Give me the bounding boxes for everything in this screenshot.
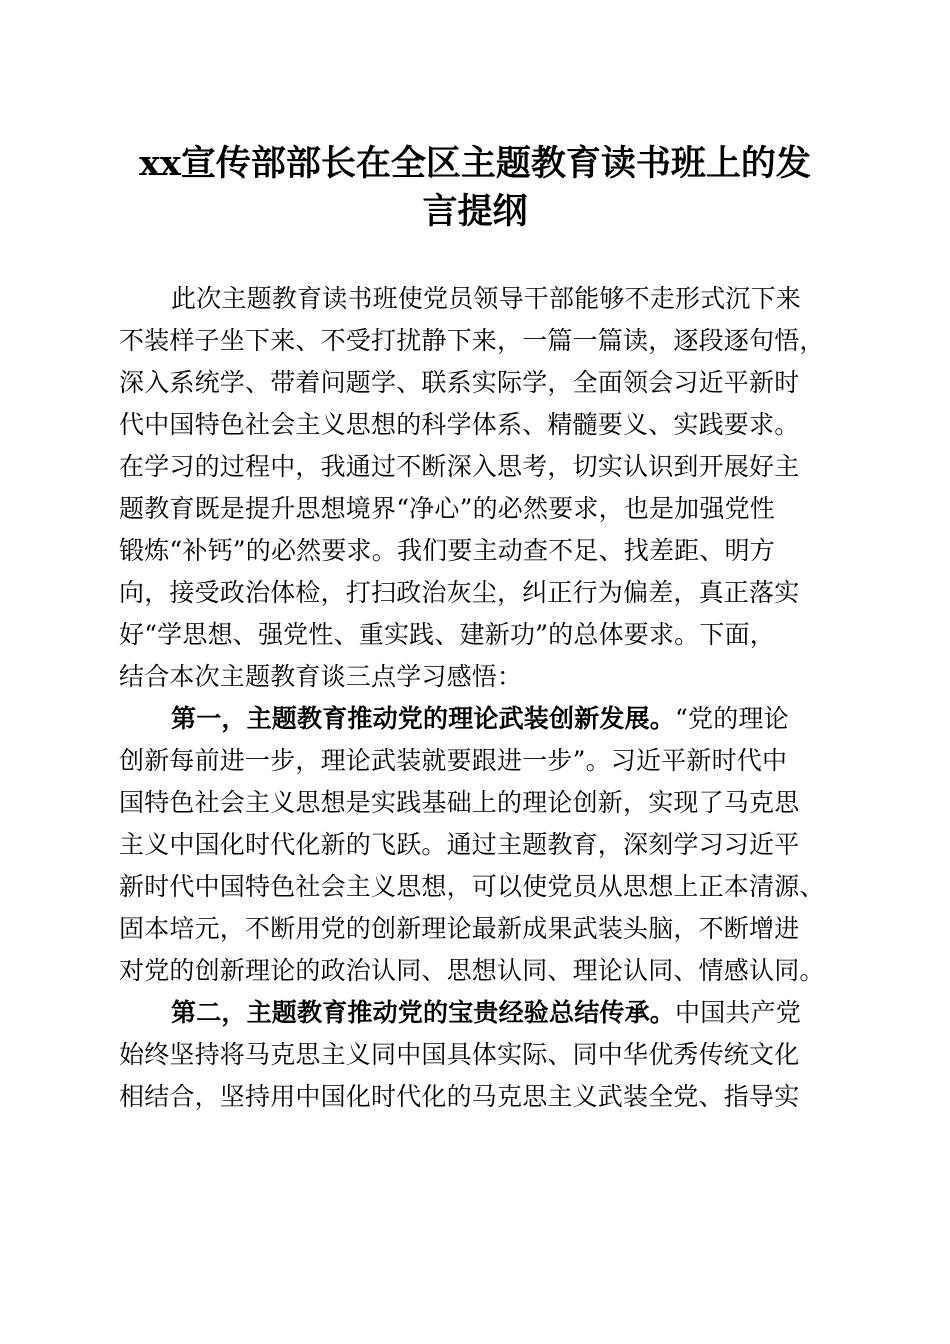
text-fragment: 中国共产党 bbox=[675, 998, 802, 1027]
intro-paragraph bbox=[119, 278, 831, 698]
text-line: 好“学思想、强党性、重实践、建新功”的总体要求。下面， bbox=[119, 620, 775, 649]
text-line: 相结合，坚持用中国化时代化的马克思主义武装全党、指导实 bbox=[119, 1082, 800, 1111]
text-line: 创新每前进一步，理论武装就要跟进一步”。习近平新时代中 bbox=[119, 746, 788, 775]
text-line: 新时代中国特色社会主义思想，可以使党员从思想上正本清源、 bbox=[119, 872, 825, 901]
text-line: 始终坚持将马克思主义同中国具体实际、同中华优秀传统文化 bbox=[119, 1040, 800, 1069]
text-line: 锻炼“补钙”的必然要求。我们要主动查不足、找差距、明方 bbox=[119, 536, 775, 565]
text-line: 此次主题教育读书班使党员领导干部能够不走形式沉下来 bbox=[171, 284, 802, 313]
point-two-heading: 第二，主题教育推动党的宝贵经验总结传承。 bbox=[171, 998, 676, 1027]
text-line: 深入系统学、带着问题学、联系实际学，全面领会习近平新时 bbox=[119, 368, 800, 397]
text-line bbox=[119, 698, 831, 740]
text-line bbox=[119, 992, 831, 1034]
text-line: 代中国特色社会主义思想的科学体系、精髓要义、实践要求。 bbox=[119, 410, 800, 439]
text-fragment: “党的理论 bbox=[675, 704, 789, 733]
point-two-paragraph bbox=[119, 992, 831, 1118]
text-line: 主义中国化时代化新的飞跃。通过主题教育，深刻学习习近平 bbox=[119, 830, 800, 859]
text-line: 不装样子坐下来、不受打扰静下来，一篇一篇读，逐段逐句悟， bbox=[119, 326, 825, 355]
document-body bbox=[119, 278, 831, 1118]
text-line: 对党的创新理论的政治认同、思想认同、理论认同、情感认同。 bbox=[119, 956, 825, 985]
document-title bbox=[100, 140, 850, 236]
text-line: 题教育既是提升思想境界“净心”的必然要求，也是加强党性 bbox=[119, 494, 775, 523]
text-line: 在学习的过程中，我通过不断深入思考，切实认识到开展好主 bbox=[119, 452, 800, 481]
text-line: 国特色社会主义思想是实践基础上的理论创新，实现了马克思 bbox=[119, 788, 800, 817]
title-line: xx宣传部部长在全区主题教育读书班上的发 bbox=[139, 143, 811, 184]
title-line: 言提纲 bbox=[422, 191, 528, 232]
text-line: 向，接受政治体检，打扫政治灰尘，纠正行为偏差，真正落实 bbox=[119, 578, 800, 607]
text-line: 结合本次主题教育谈三点学习感悟： bbox=[119, 662, 523, 691]
point-one-paragraph bbox=[119, 698, 831, 992]
point-one-heading: 第一，主题教育推动党的理论武装创新发展。 bbox=[171, 704, 676, 733]
text-line: 固本培元，不断用党的创新理论最新成果武装头脑，不断增进 bbox=[119, 914, 800, 943]
